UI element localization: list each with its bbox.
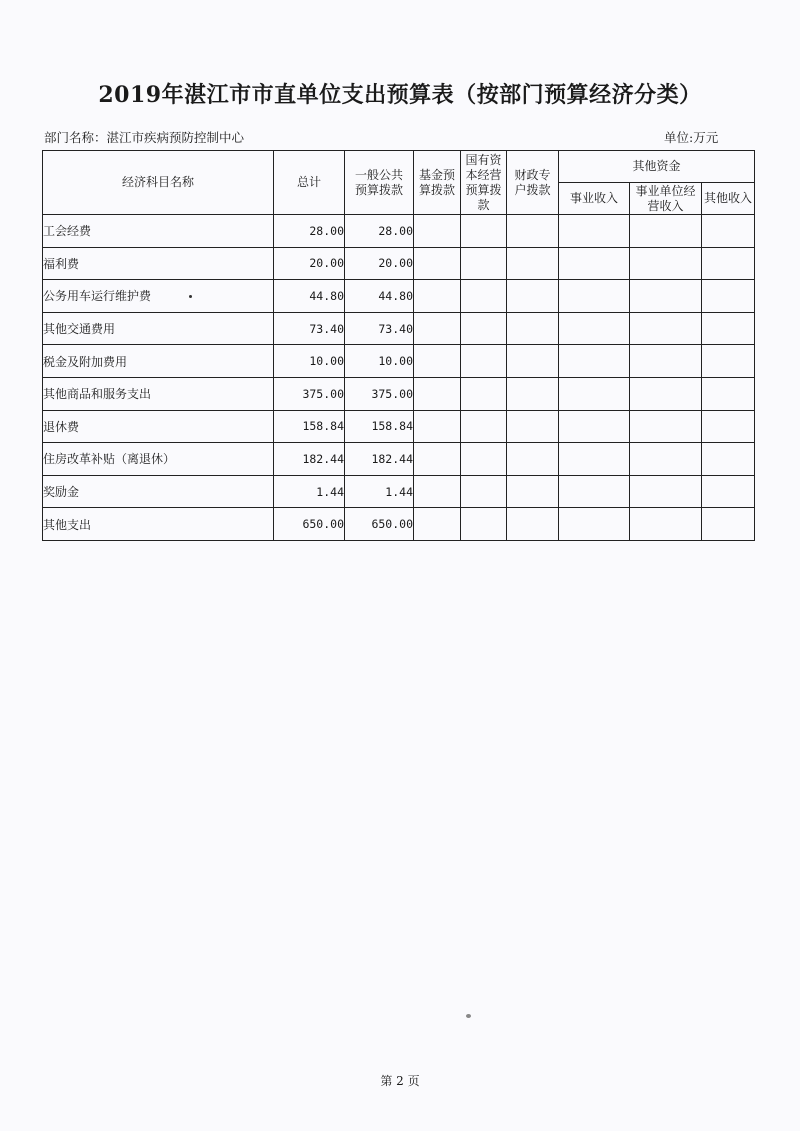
row-total: 182.44 [274,443,345,476]
row-name: 其他支出 [43,508,274,541]
row-name: 奖励金 [43,475,274,508]
row-general: 375.00 [345,377,414,410]
header-fiscal-special: 财政专户拨款 [507,151,559,215]
row-total: 73.40 [274,312,345,345]
row-name: 税金及附加费用 [43,345,274,378]
scan-speck [466,1014,471,1018]
row-general: 650.00 [345,508,414,541]
header-fund: 基金预算拨款 [414,151,461,215]
header-name: 经济科目名称 [43,151,274,215]
table-row [43,508,755,541]
table-row [43,280,755,313]
row-name: 其他交通费用 [43,312,274,345]
row-total: 1.44 [274,475,345,508]
row-total: 44.80 [274,280,345,313]
row-total: 158.84 [274,410,345,443]
row-name: 工会经费 [43,215,274,248]
row-total: 20.00 [274,247,345,280]
header-other-income: 其他收入 [702,183,755,215]
header-other-funds: 其他资金 [559,151,755,183]
page-title: 2019年湛江市市直单位支出预算表（按部门预算经济分类） [98,82,702,108]
row-total: 375.00 [274,377,345,410]
row-general: 10.00 [345,345,414,378]
row-name: 住房改革补贴（离退休） [43,443,274,476]
table-row [43,377,755,410]
stray-dot [189,295,192,298]
row-name: 其他商品和服务支出 [43,377,274,410]
unit-label: 单位:万元 [664,130,719,145]
row-total: 650.00 [274,508,345,541]
row-name: 退休费 [43,410,274,443]
budget-table [42,150,755,541]
table-row [43,247,755,280]
row-general: 73.40 [345,312,414,345]
row-total: 10.00 [274,345,345,378]
row-name: 福利费 [43,247,274,280]
header-business-income: 事业收入 [559,183,630,215]
table-row [43,215,755,248]
table-row [43,410,755,443]
header-state-capital: 国有资本经营预算拨款 [461,151,507,215]
row-total: 28.00 [274,215,345,248]
row-name: 公务用车运行维护费 [43,289,152,304]
table-row [43,475,755,508]
department-name: 部门名称：湛江市疾病预防控制中心 [44,130,245,145]
table-row [43,443,755,476]
row-general: 28.00 [345,215,414,248]
header-total: 总计 [274,151,345,215]
page-number: 第 2 页 [380,1074,420,1088]
header-business-operating: 事业单位经营收入 [630,183,702,215]
row-general: 44.80 [345,280,414,313]
row-general: 158.84 [345,410,414,443]
row-general: 20.00 [345,247,414,280]
table-row [43,345,755,378]
table-row [43,312,755,345]
row-general: 182.44 [345,443,414,476]
header-general: 一般公共预算拨款 [345,151,414,215]
row-general: 1.44 [345,475,414,508]
